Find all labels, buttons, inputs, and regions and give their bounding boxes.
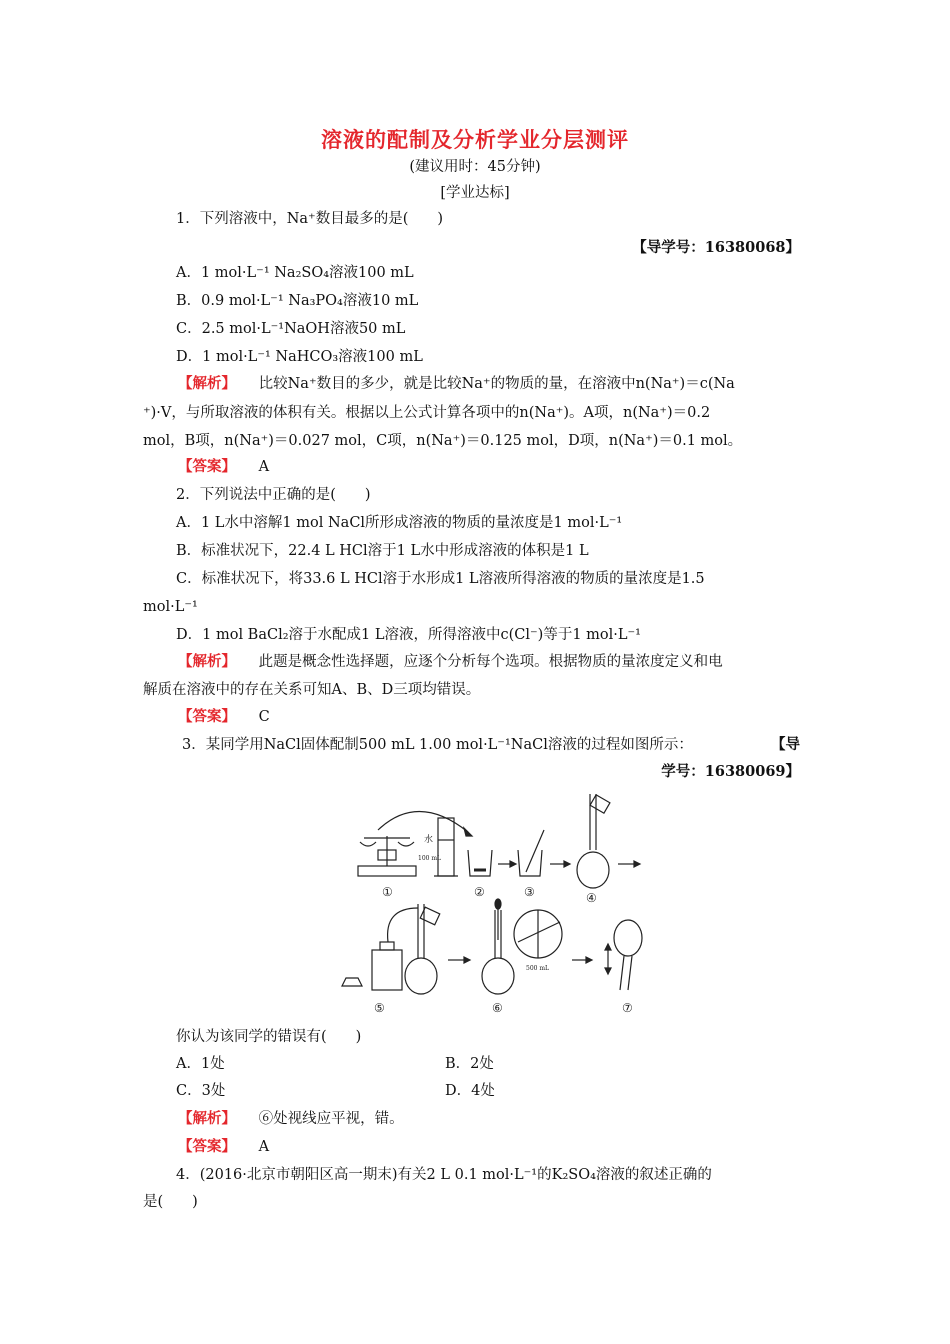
q3-question: 你认为该同学的错误有( ) [176, 1029, 362, 1045]
page-title: 溶液的配制及分析学业分层测评 [321, 127, 629, 152]
q3-analysis-line [178, 1109, 404, 1129]
q3-option-b: B．2处 [445, 1056, 494, 1072]
step-marker-3: ③ [524, 885, 535, 899]
q3-stem: 3．某同学用NaCl固体配制500 mL 1.00 mol·L⁻¹NaCl溶液的过程如图所示： [182, 737, 693, 753]
q1-analysis-text: mol，B项，n(Na⁺)＝0.027 mol，C项，n(Na⁺)＝0.125 mol，D项，n(Na⁺)＝0.1 mol。 [143, 433, 743, 449]
step-marker-6: ⑥ [492, 1001, 503, 1015]
q3-analysis-text: ⑥处视线应平视，错。 [258, 1111, 404, 1127]
beaker-stir [518, 830, 570, 876]
q2-option-b: B．标准状况下，22.4 L HCl溶于1 L水中形成溶液的体积是1 L [176, 543, 589, 559]
q2-analysis-text: 此题是概念性选择题，应逐个分析每个选项。根据物质的量浓度定义和电 [258, 654, 723, 670]
step-marker-1: ① [382, 885, 393, 899]
q1-analysis-line [178, 374, 735, 394]
answer-tag: 【答案】 [178, 458, 236, 475]
analysis-tag: 【解析】 [178, 375, 236, 392]
q2-option-c-cont: mol·L⁻¹ [143, 599, 198, 615]
flask-volume-label: 500 mL [526, 965, 550, 972]
graduated-cylinder [434, 818, 458, 876]
analysis-tag: 【解析】 [178, 653, 236, 670]
water-label: 水 [424, 835, 434, 845]
q2-stem: 2．下列说法中正确的是( ) [176, 487, 371, 503]
q2-option-a: A．1 L水中溶解1 mol NaCl所形成溶液的物质的量浓度是1 mol·L⁻¹ [176, 515, 623, 531]
q3-answer: A [258, 1139, 270, 1155]
q2-answer-line [178, 707, 270, 727]
q1-answer-line [178, 457, 269, 477]
solution-preparation-figure [338, 790, 650, 1020]
step-marker-4: ④ [586, 891, 597, 905]
answer-tag: 【答案】 [178, 1138, 236, 1155]
q2-option-d: D．1 mol BaCl₂溶于水配成1 L溶液，所得溶液中c(Cl⁻)等于1 mol·L⁻¹ [176, 627, 641, 643]
step-marker-2: ② [474, 885, 485, 899]
q2-option-c: C．标准状况下，将33.6 L HCl溶于水形成1 L溶液所得溶液的物质的量浓度是1.5 [176, 571, 705, 587]
volumetric-flask-transfer [577, 794, 640, 888]
q3-option-d: D．4处 [445, 1083, 495, 1099]
q1-option-c: C．2.5 mol·L⁻¹NaOH溶液50 mL [176, 321, 406, 337]
subtitle: (建议用时：45分钟) [409, 159, 541, 175]
invert-shake-step [572, 920, 642, 990]
q1-option-a: A．1 mol·L⁻¹ Na₂SO₄溶液100 mL [176, 265, 414, 281]
q3-reference-1: 【导 [771, 736, 800, 753]
q2-answer: C [258, 709, 270, 725]
q3-option-a: A．1处 [176, 1056, 225, 1072]
q3-answer-line [178, 1137, 269, 1157]
cylinder-volume-label: 100 mL [418, 855, 442, 862]
q3-option-c: C．3处 [176, 1083, 226, 1099]
q4-stem-cont: 是( ) [143, 1194, 198, 1210]
section-heading: [学业达标] [440, 185, 510, 201]
step-marker-5: ⑤ [374, 1001, 385, 1015]
q3-reference-2: 学号：16380069】 [661, 763, 800, 780]
dropper-step [482, 899, 562, 994]
step-marker-7: ⑦ [622, 1001, 633, 1015]
q1-stem: 1．下列溶液中，Na⁺数目最多的是( ) [176, 211, 444, 227]
q1-option-b: B．0.9 mol·L⁻¹ Na₃PO₄溶液10 mL [176, 293, 419, 309]
q2-analysis-line [178, 652, 723, 672]
q2-analysis-text: 解质在溶液中的存在关系可知A、B、D三项均错误。 [143, 682, 481, 698]
q1-option-d: D．1 mol·L⁻¹ NaHCO₃溶液100 mL [176, 349, 423, 365]
beaker-dissolve [468, 850, 516, 876]
q1-analysis-text: ⁺)·V，与所取溶液的体积有关。根据以上公式计算各项中的n(Na⁺)。A项，n(Na⁺)＝0.2 [143, 405, 711, 421]
balance-illustration [358, 811, 472, 876]
q4-stem: 4．(2016·北京市朝阳区高一期末)有关2 L 0.1 mol·L⁻¹的K₂SO₄溶液的叙述正确的 [176, 1167, 712, 1183]
lab-procedure-diagram [338, 790, 650, 1020]
analysis-tag: 【解析】 [178, 1110, 236, 1127]
answer-tag: 【答案】 [178, 708, 236, 725]
wash-bottle-step [342, 904, 470, 994]
q1-reference: 【导学号：16380068】 [632, 239, 800, 256]
q1-analysis-text: 比较Na⁺数目的多少，就是比较Na⁺的物质的量，在溶液中n(Na⁺)＝c(Na [258, 376, 735, 392]
q1-answer: A [258, 459, 270, 475]
